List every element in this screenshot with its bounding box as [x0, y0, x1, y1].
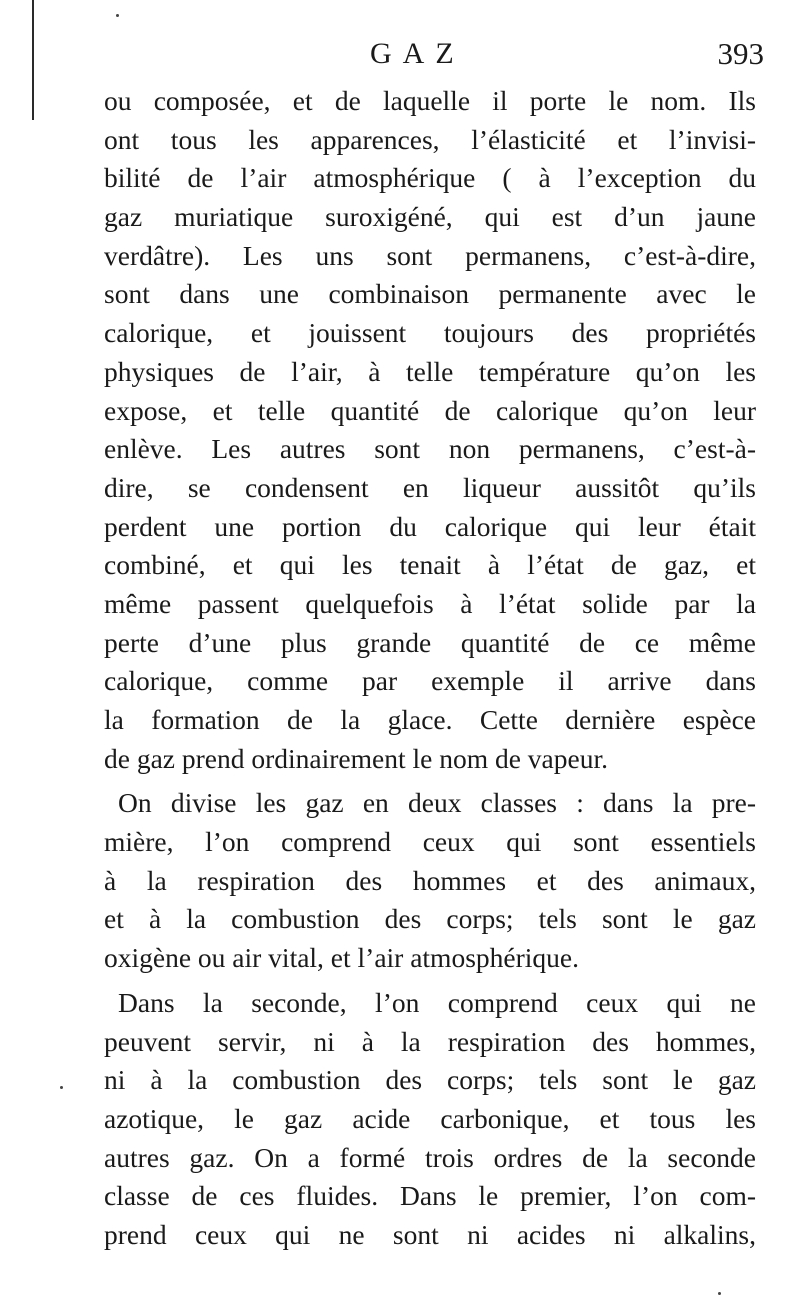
body-text — [104, 82, 756, 1255]
text-line: ont tous les apparences, l’élasticité et l’invisi- — [104, 123, 756, 155]
paragraph — [104, 784, 756, 977]
text-line: perdent une portion du calorique qui leur était — [104, 510, 756, 542]
text-line: mière, l’on comprend ceux qui sont essentiels — [104, 826, 756, 858]
text-line: ni à la combustion des corps; tels sont le gaz — [104, 1064, 756, 1096]
text-line: la formation de la glace. Cette dernière espèce — [104, 704, 756, 735]
text-line: même passent quelquefois à l’état solide par la — [104, 587, 756, 619]
text-line: calorique, et jouissent toujours des propriétés — [104, 317, 756, 349]
text-line: gaz muriatique suroxigéné, qui est d’un jaune — [104, 201, 756, 233]
text-line: sont dans une combinaison permanente avec le — [104, 278, 756, 310]
text-line: dire, se condensent en liqueur aussitôt qu’ils — [104, 471, 756, 503]
text-line: perte d’une plus grande quantité de ce même — [104, 626, 756, 658]
text-line: prend ceux qui ne sont ni acides ni alkalins, — [104, 1218, 756, 1250]
text-line: enlève. Les autres sont non permanens, c’est-à- — [104, 433, 756, 465]
text-line: On divise les gaz en deux classes : dans la pre- — [118, 787, 756, 819]
running-head — [104, 34, 764, 74]
text-line: expose, et telle quantité de calorique qu’on leur — [104, 394, 756, 426]
text-line: verdâtre). Les uns sont permanens, c’est-à-dire, — [104, 239, 756, 271]
text-line: oxigène ou air vital, et l’air atmosphérique. — [104, 942, 579, 974]
running-title: GAZ — [370, 37, 465, 70]
text-line: azotique, le gaz acide carbonique, et tous les — [104, 1102, 756, 1134]
text-line: peuvent servir, ni à la respiration des hommes, — [104, 1025, 756, 1057]
text-line: de gaz prend ordinairement le nom de vapeur. — [104, 742, 608, 774]
text-line: ou composée, et de laquelle il porte le nom. Ils — [104, 85, 756, 116]
page-number: 393 — [717, 36, 764, 71]
text-line: autres gaz. On a formé trois ordres de la seconde — [104, 1141, 756, 1173]
paragraph — [104, 984, 756, 1255]
ink-speck — [718, 1292, 721, 1295]
text-line: à la respiration des hommes et des animaux, — [104, 864, 756, 896]
text-line: calorique, comme par exemple il arrive dans — [104, 665, 756, 697]
text-line: physiques de l’air, à telle température qu’on les — [104, 355, 756, 387]
text-line: Dans la seconde, l’on comprend ceux qui ne — [118, 986, 756, 1018]
text-line: combiné, et qui les tenait à l’état de gaz, et — [104, 549, 756, 581]
text-line: classe de ces fluides. Dans le premier, l’on com- — [104, 1180, 756, 1212]
left-margin-rule — [32, 0, 34, 120]
ink-speck — [116, 14, 119, 17]
ink-speck — [60, 1086, 63, 1089]
text-line: bilité de l’air atmosphérique ( à l’exception du — [104, 162, 756, 194]
text-line: et à la combustion des corps; tels sont le gaz — [104, 903, 756, 935]
paragraph — [104, 82, 756, 778]
